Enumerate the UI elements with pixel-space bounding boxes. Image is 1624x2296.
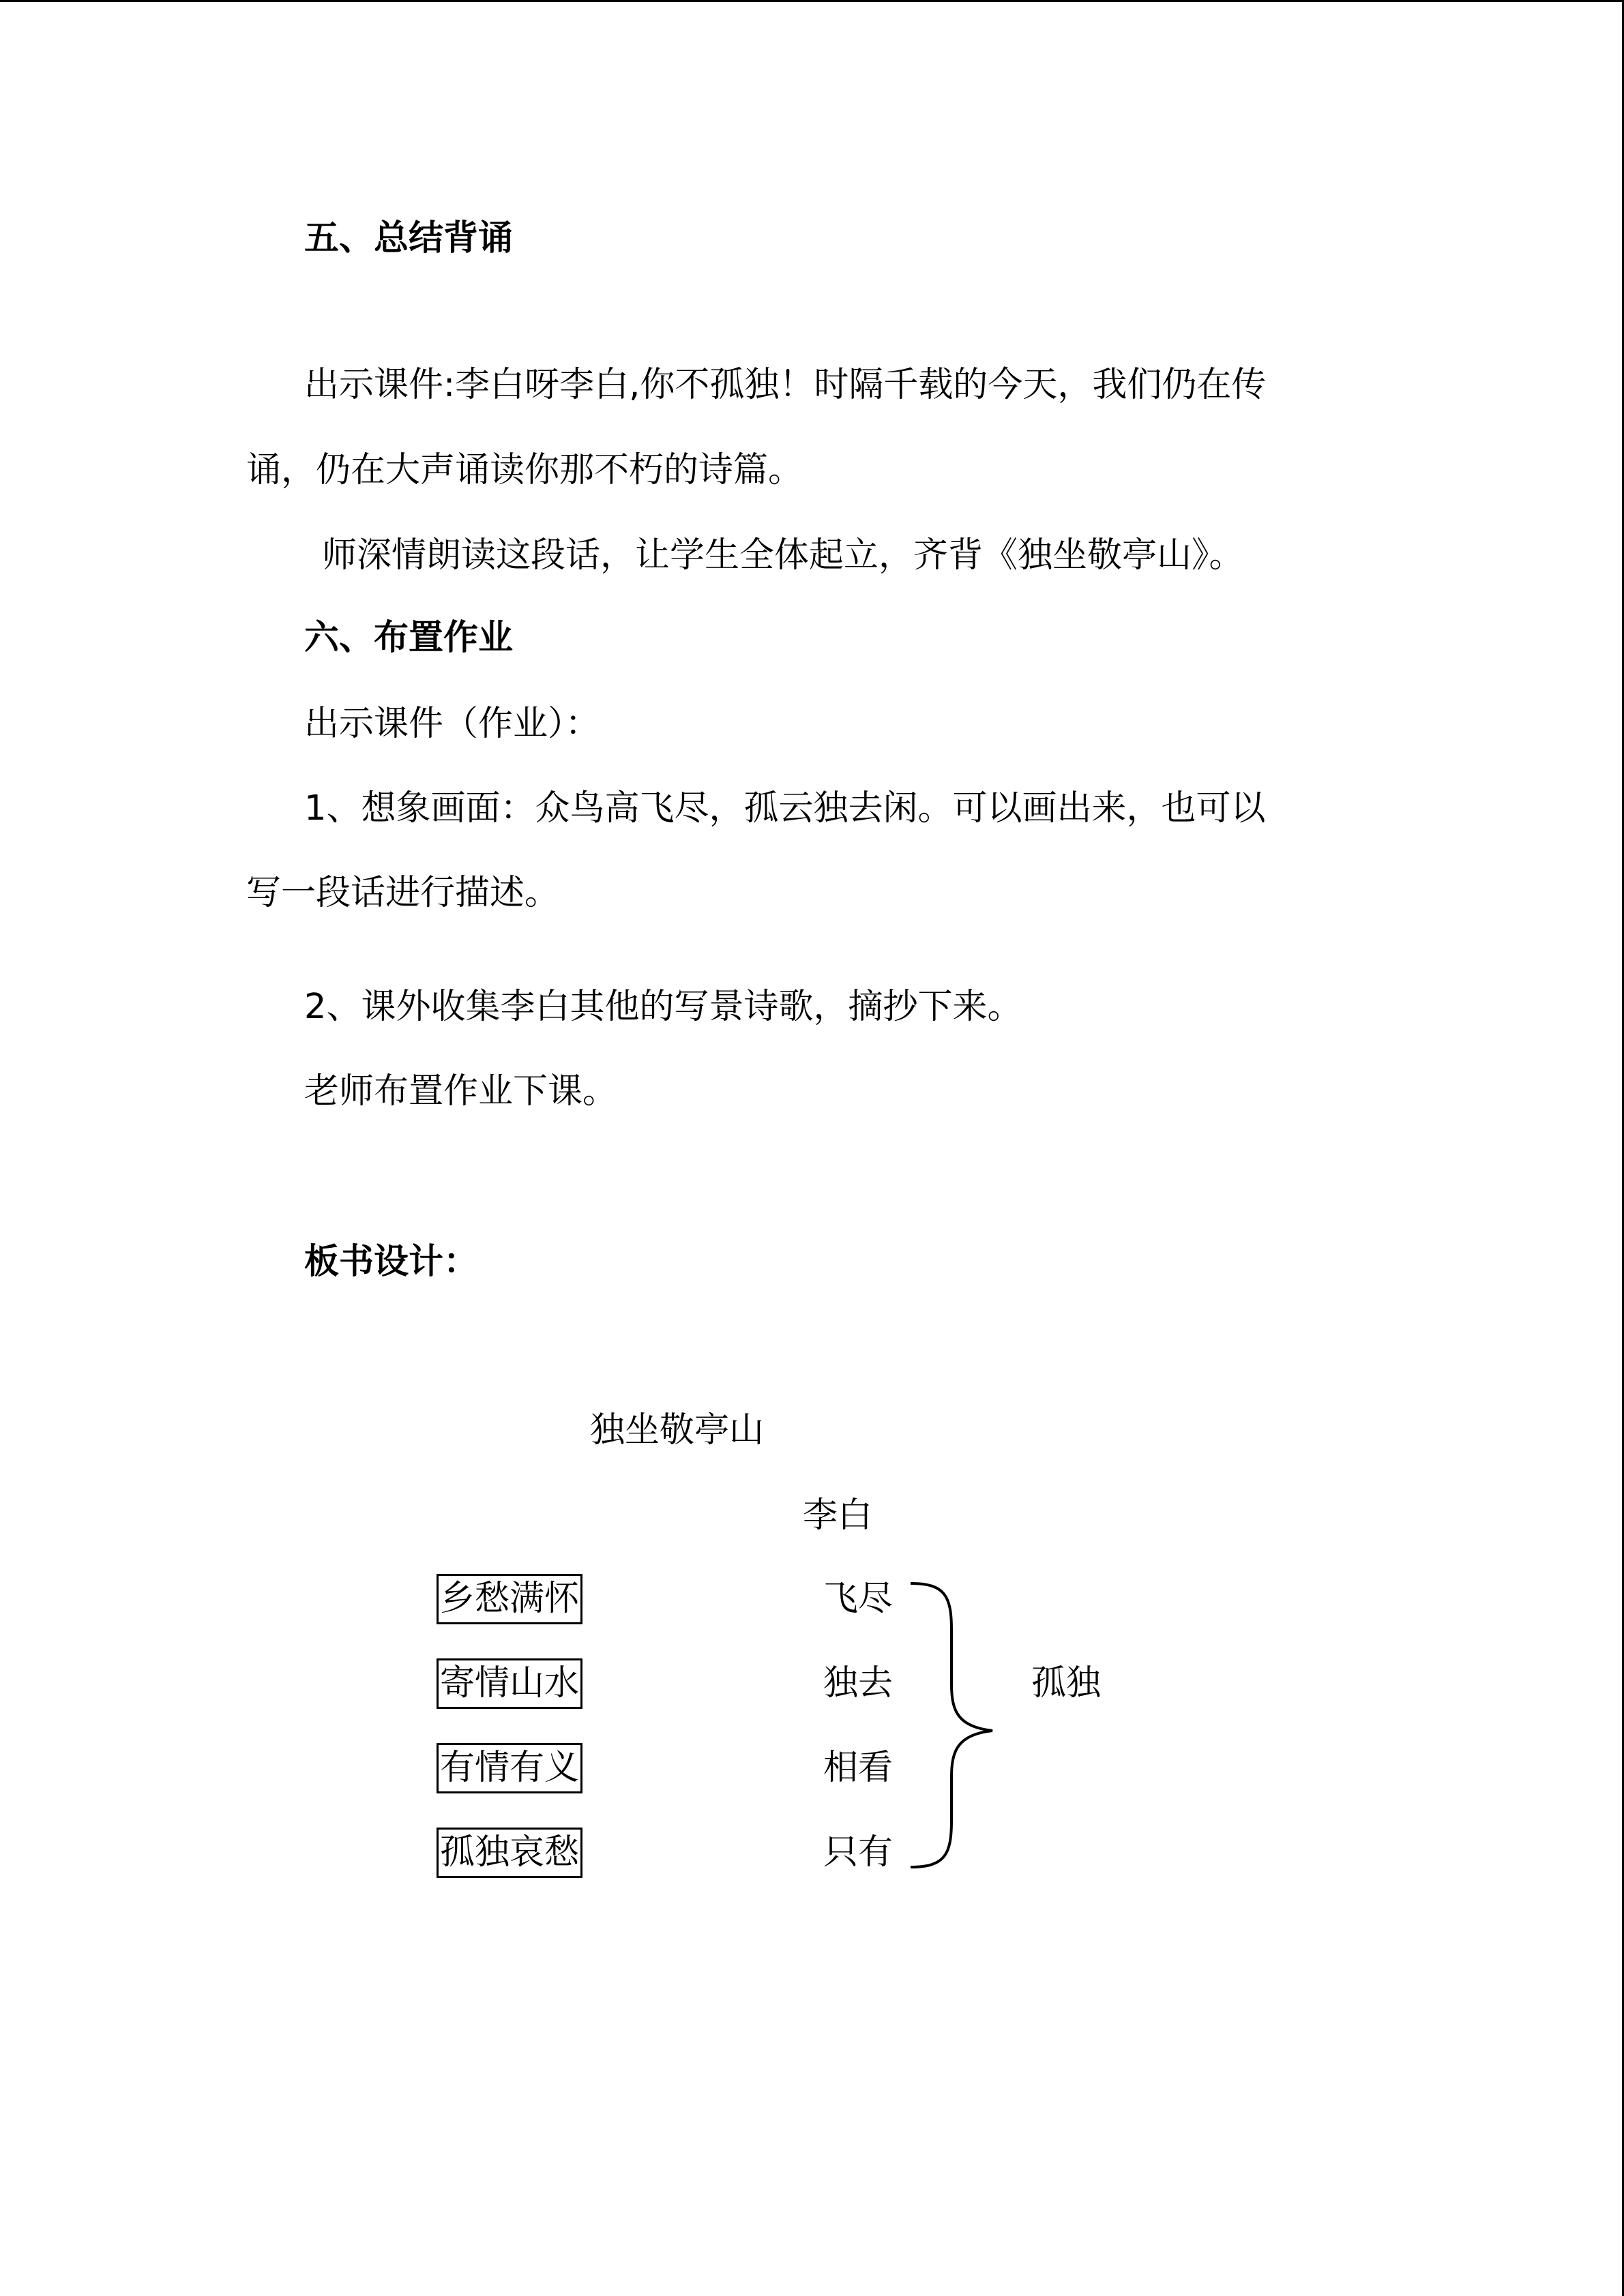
list-item: 2、课外收集李白其他的写景诗歌，摘抄下来。 [304, 987, 1022, 1027]
board-box: 乡愁满怀 [437, 1574, 582, 1624]
board-author: 李白 [803, 1495, 873, 1536]
board-box: 有情有义 [437, 1743, 582, 1793]
board-word: 相看 [823, 1748, 894, 1788]
board-heading: 板书设计： [304, 1242, 479, 1282]
section-heading-5: 五、总结背诵 [304, 218, 514, 258]
paragraph-line: 老师布置作业下课。 [304, 1071, 618, 1112]
list-item: 1、想象画面：众鸟高飞尽，孤云独去闲。可以画出来，也可以 [304, 788, 1266, 829]
board-box: 孤独哀愁 [437, 1828, 582, 1878]
list-item-continuation: 写一段话进行描述。 [246, 873, 560, 913]
paragraph-line: 诵，仍在大声诵读你那不朽的诗篇。 [246, 450, 803, 490]
paragraph-line: 出示课件:李白呀李白,你不孤独！时隔千载的今天，我们仍在传 [304, 365, 1267, 405]
board-summary: 孤独 [1031, 1663, 1102, 1703]
section-heading-6: 六、布置作业 [304, 618, 514, 658]
board-word: 只有 [823, 1832, 894, 1873]
board-title: 独坐敬亭山 [590, 1410, 765, 1450]
board-word: 飞尽 [823, 1579, 894, 1619]
board-word: 独去 [823, 1663, 894, 1703]
page-border-top [0, 0, 1624, 2]
paragraph-line: 出示课件（作业）： [304, 704, 600, 744]
board-box: 寄情山水 [437, 1658, 582, 1709]
paragraph-line: 师深情朗读这段话，让学生全体起立，齐背《独坐敬亭山》。 [322, 535, 1244, 576]
right-brace-icon [904, 1575, 999, 1875]
